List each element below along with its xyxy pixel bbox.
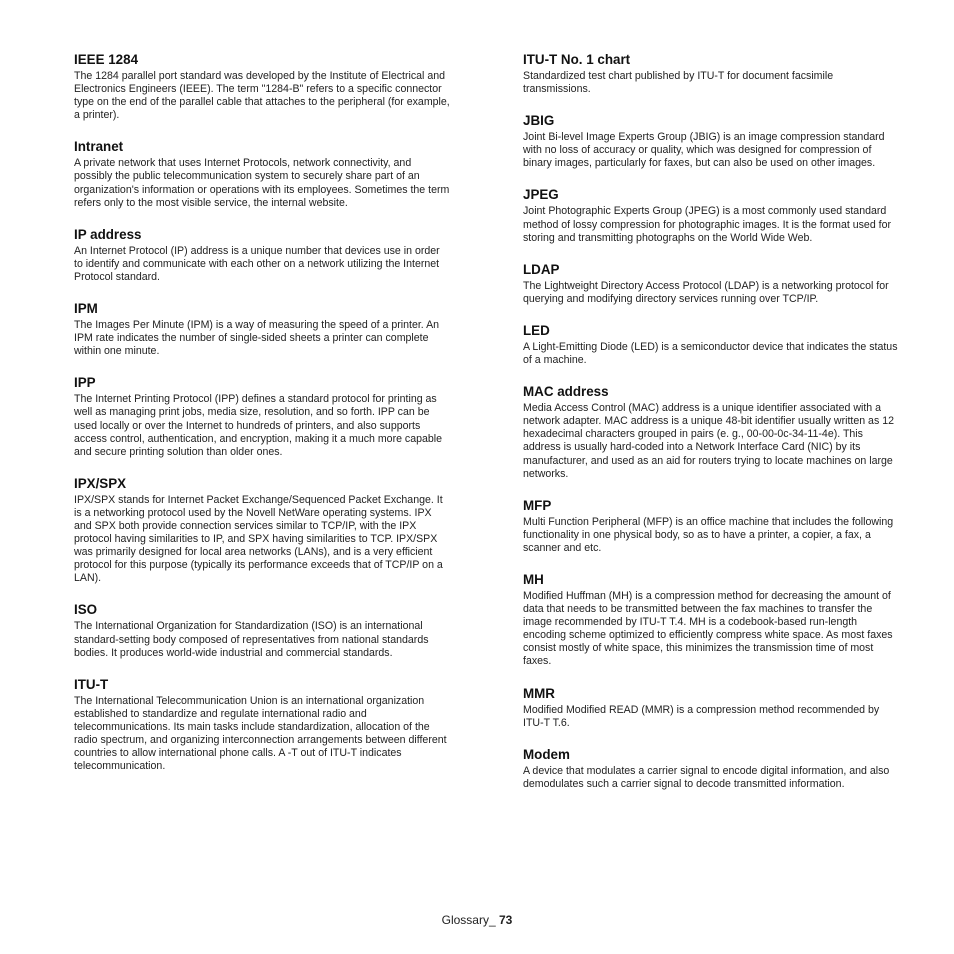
glossary-term: LED — [523, 322, 550, 338]
glossary-definition: The Lightweight Directory Access Protocol (LDAP) is a networking protocol for querying and modifying directory services running over TCP/IP. — [523, 279, 889, 305]
glossary-definition: A private network that uses Internet Protocols, network connectivity, and possibly the public telecommunication system to securely share part of an organization's information or operations with its employees. Sometimes the term refers only to the most visible service, the internal website. — [74, 157, 450, 209]
glossary-entry-ipm — [74, 301, 450, 358]
glossary-term: MMR — [523, 685, 555, 701]
glossary-entry-modem — [523, 747, 899, 791]
glossary-definition: The Images Per Minute (IPM) is a way of measuring the speed of a printer. An IPM rate indicates the number of single-sided sheets a printer can complete within one minute. — [74, 319, 440, 358]
glossary-definition: The International Organization for Standardization (ISO) is an international standard-setting body composed of representatives from national standards bodies. It produces world-wide industrial and commercial standards. — [74, 620, 429, 659]
glossary-definition: An Internet Protocol (IP) address is a unique number that devices use in order to identify and communicate with each other on a network utilizing the Internet Protocol standard. — [74, 244, 440, 283]
glossary-term: IPX/SPX — [74, 475, 127, 491]
glossary-entry-itu-t — [74, 677, 450, 774]
glossary-entry-itu-t-no-1-chart — [523, 52, 899, 96]
glossary-term: MH — [523, 571, 544, 587]
glossary-term: IPP — [74, 375, 96, 391]
glossary-entry-mac-address — [523, 384, 899, 481]
glossary-definition: Modified Modified READ (MMR) is a compression method recommended by ITU-T T.6. — [523, 703, 880, 729]
glossary-entry-ldap — [523, 262, 899, 306]
glossary-definition: The 1284 parallel port standard was developed by the Institute of Electrical and Electronics Engineers (IEEE). The term "1284-B" refers to a specific connector type on the end of the parallel cable that attaches to the peripheral (for example, a printer). — [74, 70, 450, 122]
glossary-term: IPM — [74, 301, 98, 317]
glossary-definition: Joint Photographic Experts Group (JPEG) is a most commonly used standard method of lossy compression for photographic images. It is the format used for storing and transmitting photographs on the World Wide Web. — [523, 205, 892, 244]
page-footer — [0, 913, 954, 927]
glossary-entry-led — [523, 323, 899, 367]
glossary-entry-ipp — [74, 375, 450, 458]
glossary-term: Modem — [523, 746, 570, 762]
glossary-term: MAC address — [523, 384, 609, 400]
glossary-term: IEEE 1284 — [74, 52, 139, 67]
glossary-entry-mfp — [523, 498, 899, 555]
glossary-entry-jpeg — [523, 187, 899, 244]
glossary-definition: Modified Huffman (MH) is a compression method for decreasing the amount of data that needs to be transmitted between the fax machines to transfer the image recommended by ITU-T T.4. MH is a codebook-based run-length encoding scheme optimized to efficiently compress white space. As most faxes consist mostly of white space, this minimizes the transmission time of most faxes. — [523, 589, 893, 668]
glossary-entry-mmr — [523, 686, 899, 730]
glossary-entry-ipx-spx — [74, 476, 450, 586]
glossary-entry-mh — [523, 572, 899, 669]
glossary-definition: A device that modulates a carrier signal to encode digital information, and also demodulates such a carrier signal to decode transmitted information. — [523, 764, 890, 790]
footer-label: Glossary_ — [441, 913, 496, 927]
glossary-definition: The Internet Printing Protocol (IPP) defines a standard protocol for printing as well as managing print jobs, media size, resolution, and so forth. IPP can be used locally or over the Internet to hundreds of printers, and also supports access control, authentication, and encryption, making it a much more capable and secure printing solution than older ones. — [74, 393, 443, 458]
glossary-term: MFP — [523, 497, 552, 513]
glossary-definition: IPX/SPX stands for Internet Packet Exchange/Sequenced Packet Exchange. It is a networking protocol used by the Novell NetWare operating systems. IPX and SPX both provide connection services similar to TCP/IP, with the IPX protocol having similarities to IP, and SPX having similarities to TCP. IPX/SPX was primarily designed for local area networks (LANs), and is a very efficient protocol for this purpose (typically its performance exceeds that of TCP/IP on a LAN). — [74, 493, 443, 585]
glossary-definition: The International Telecommunication Union is an international organization established to standardize and regulate international radio and telecommunications. Its main tasks include standardization, allocation of the radio spectrum, and organizing interconnection arrangements between different countries to allow international phone calls. A -T out of ITU-T indicates telecommunication. — [74, 694, 447, 773]
glossary-entry-ieee-1284 — [74, 52, 450, 122]
glossary-term: ISO — [74, 602, 98, 618]
glossary-entry-iso — [74, 602, 450, 659]
page-number: 73 — [499, 913, 513, 927]
glossary-definition: Media Access Control (MAC) address is a unique identifier associated with a network adapter. MAC address is a unique 48-bit identifier usually written as 12 hexadecimal characters grouped in pairs (e. g., 00-00-0c-34-11-4e). This address is usually hard-coded into a Network Interface Card (NIC) by its manufacturer, and used as an aid for routers trying to locate machines on large networks. — [523, 402, 894, 480]
glossary-term: IP address — [74, 226, 142, 242]
glossary-term: Intranet — [74, 139, 124, 155]
glossary-term: LDAP — [523, 261, 560, 277]
glossary-right-column — [523, 52, 899, 808]
glossary-definition: Multi Function Peripheral (MFP) is an office machine that includes the following functionality in one physical body, so as to have a printer, a copier, a fax, a scanner and etc. — [523, 515, 894, 554]
glossary-term: ITU-T No. 1 chart — [523, 52, 631, 67]
glossary-entry-intranet — [74, 139, 450, 209]
glossary-entry-jbig — [523, 113, 899, 170]
glossary-term: JPEG — [523, 187, 559, 203]
glossary-term: ITU-T — [74, 676, 109, 692]
glossary-term: JBIG — [523, 113, 555, 129]
glossary-definition: A Light-Emitting Diode (LED) is a semiconductor device that indicates the status of a machine. — [523, 340, 898, 367]
glossary-entry-ip-address — [74, 227, 450, 284]
glossary-definition: Standardized test chart published by ITU-T for document facsimile transmissions. — [523, 70, 834, 96]
glossary-left-column — [74, 52, 450, 790]
glossary-definition: Joint Bi-level Image Experts Group (JBIG) is an image compression standard with no loss of accuracy or quality, which was designed for compression of binary images, particularly for faxes, but can also be used on other images. — [523, 131, 885, 170]
